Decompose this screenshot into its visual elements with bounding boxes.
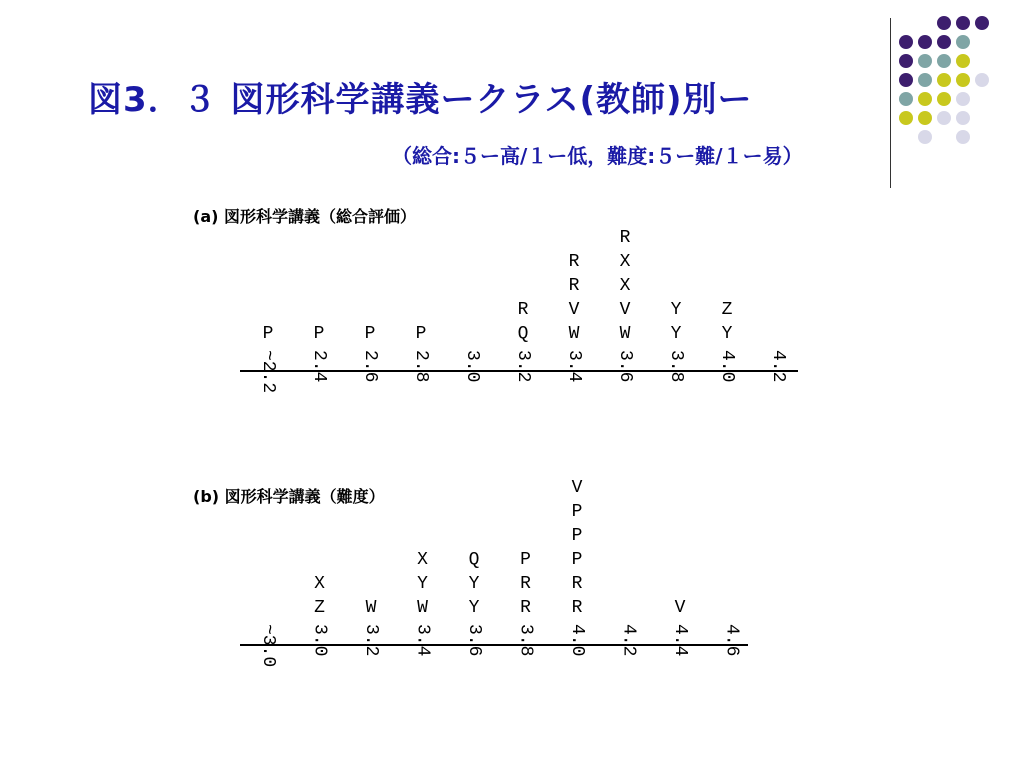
stack-letter: W [365, 598, 377, 618]
stack-letter: R [520, 598, 531, 618]
stack-letter: W [568, 324, 580, 344]
decor-dot [937, 16, 951, 30]
slide-subtitle: （総合:５ー高/１ー低，難度:５ー難/１ー易） [392, 144, 803, 168]
decor-dot [956, 73, 970, 87]
tick-label: 4.6 [721, 624, 742, 657]
stack-letter: Y [468, 598, 480, 618]
decor-dot [937, 35, 951, 49]
stack-letter: R [520, 574, 531, 594]
decor-dot [918, 92, 932, 106]
decor-dot [899, 73, 913, 87]
tick-label: 3.8 [515, 624, 536, 657]
tick-label: 3.8 [666, 350, 686, 383]
tick-label: 3.0 [309, 624, 330, 657]
stack-letter: Q [468, 550, 480, 570]
stack-letter: Q [517, 324, 529, 344]
decor-dot [918, 111, 932, 125]
stack-letter: P [313, 324, 325, 344]
tick-label: 3.2 [513, 350, 533, 383]
tick-label: 2.8 [411, 350, 431, 383]
tick-label: 3.4 [564, 350, 584, 383]
decor-dot [918, 35, 932, 49]
chart-a-title: (a) 図形科学講義（総合評価） [193, 207, 416, 226]
tick-label: 3.4 [412, 624, 433, 657]
stack-letter: Y [721, 324, 733, 344]
decor-dot [937, 54, 951, 68]
decor-dot [975, 16, 989, 30]
stack-letter: W [619, 324, 631, 344]
stack-letter: V [571, 478, 583, 498]
stack-letter: P [364, 324, 376, 344]
tick-label: 2.6 [360, 350, 380, 383]
stack-letter: P [571, 502, 583, 522]
stack-letter: W [417, 598, 428, 618]
tick-label: 3.6 [615, 350, 635, 383]
decor-dot [937, 73, 951, 87]
decor-dot [899, 92, 913, 106]
stack-letter: P [571, 550, 583, 570]
stack-letter: R [619, 228, 631, 248]
decor-dot [918, 73, 932, 87]
decor-dot [899, 111, 913, 125]
stack-letter: X [619, 252, 631, 272]
stack-letter: P [262, 324, 274, 344]
decor-dot [956, 54, 970, 68]
tick-label: 4.2 [618, 624, 639, 657]
stack-letter: V [619, 300, 631, 320]
stack-letter: V [674, 598, 686, 618]
tick-label: 4.0 [717, 350, 737, 383]
chart-b-title: (b) 図形科学講義（難度） [193, 487, 385, 506]
stack-letter: V [568, 300, 580, 320]
stack-letter: P [571, 526, 583, 546]
tick-label: ~2.2 [258, 350, 278, 394]
decor-dot [956, 16, 970, 30]
stack-letter: R [517, 300, 529, 320]
stack-letter: R [571, 598, 583, 618]
decor-dot [975, 73, 989, 87]
stack-letter: R [568, 276, 580, 296]
tick-label: 3.2 [361, 624, 381, 657]
stack-letter: Y [468, 574, 480, 594]
divider-line [890, 18, 891, 188]
decor-dot [918, 130, 932, 144]
stack-letter: X [314, 574, 325, 594]
stack-letter: Y [670, 300, 682, 320]
stack-letter: X [417, 550, 428, 570]
decor-dot [937, 111, 951, 125]
decor-dot [956, 111, 970, 125]
stack-letter: Y [670, 324, 682, 344]
stack-letter: P [415, 324, 427, 344]
tick-label: 3.6 [464, 624, 484, 657]
stack-letter: R [568, 252, 580, 272]
tick-label: ~3.0 [258, 624, 278, 668]
tick-label: 4.2 [768, 350, 788, 383]
decor-dot [956, 92, 970, 106]
decor-dot [956, 35, 970, 49]
tick-label: 3.0 [462, 350, 482, 383]
decor-dot [956, 130, 970, 144]
stack-letter: Y [417, 574, 428, 594]
tick-label: 4.4 [670, 624, 690, 657]
stack-letter: Z [721, 300, 733, 320]
stack-letter: R [571, 574, 583, 594]
decor-dot [899, 35, 913, 49]
stack-letter: P [520, 550, 531, 570]
stack-letter: X [619, 276, 631, 296]
stack-letter: Z [314, 598, 325, 618]
slide-title: 図3．３ 図形科学講義ークラス(教師)別ー [88, 80, 753, 120]
tick-label: 2.4 [309, 350, 329, 383]
decor-dot [918, 54, 932, 68]
decor-dot [937, 92, 951, 106]
tick-label: 4.0 [567, 624, 587, 657]
decor-dot [899, 54, 913, 68]
